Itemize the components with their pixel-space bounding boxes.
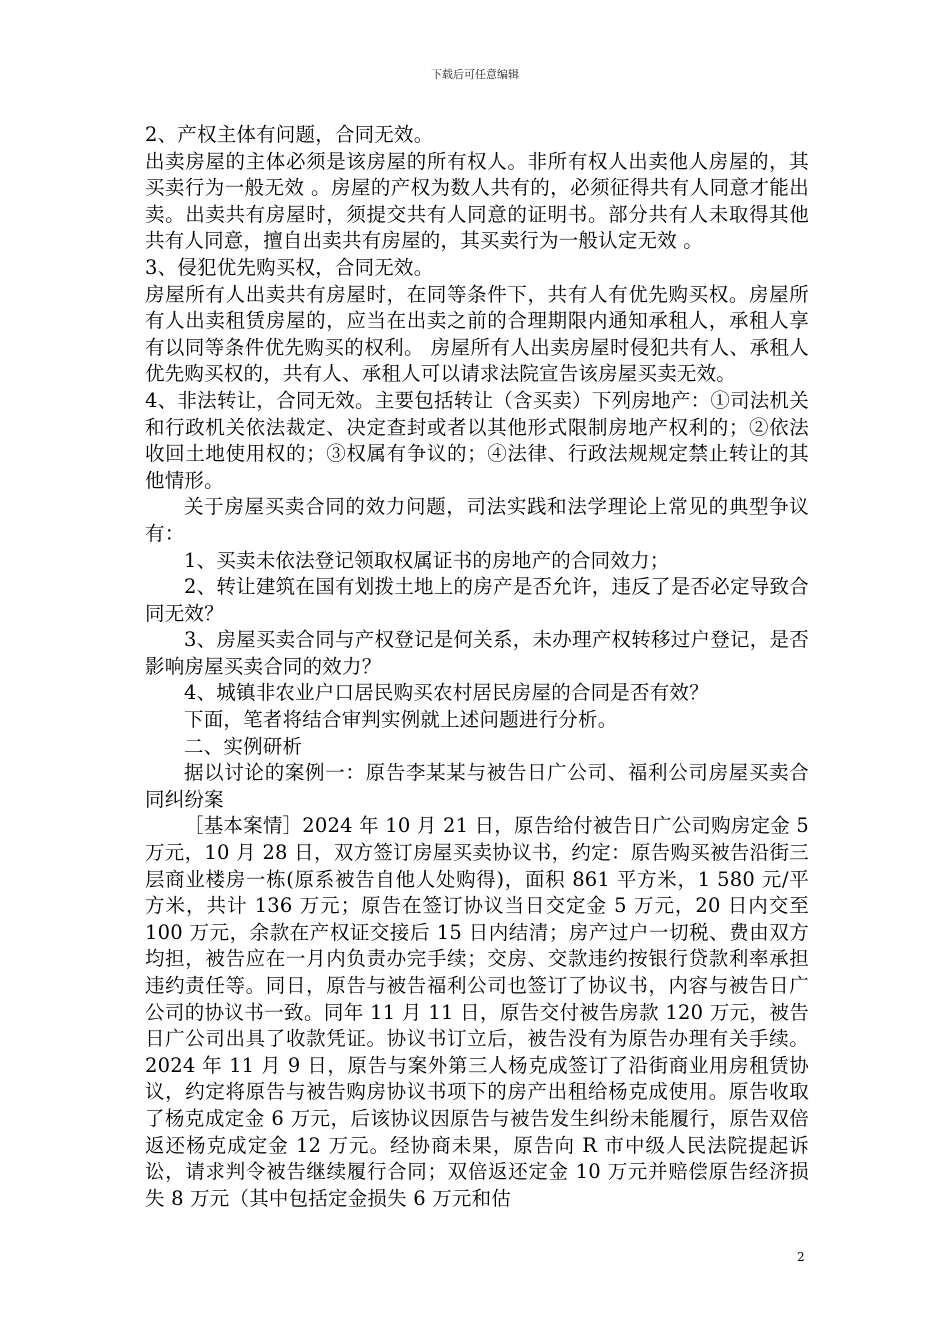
paragraph: 4、城镇非农业户口居民购买农村居民房屋的合同是否有效？ <box>184 681 709 705</box>
paragraph: 2、产权主体有问题，合同无效。 <box>145 123 434 146</box>
paragraph: 1、买卖未依法登记领取权属证书的房地产的合同效力； <box>184 548 670 572</box>
paragraph: 房屋所有人出卖共有房屋时，在同等条件下，共有人有优先购买权。房屋所有人出卖租赁房屋的，应当在出卖之前的合理期限内通知承租人，承租人享有以同等条件优先购买的权利。 房屋所有人出卖房屋时侵犯共有人、承租人优先购买权的，共有人、承租人可以请求法院宣告该房屋买卖无效。 <box>145 282 809 386</box>
paragraph: ［基本案情］2024 年 10 月 21 日，原告给付被告日广公司购房定金 5 万元，10 月 28 日，双方签订房屋买卖协议书，约定：原告购买被告沿街三层商业楼房一栋(原系被告自他人处购得)，面积 861 平方米，1 580 元/平方米，共计 136 万元；原告在签订协议当日交定金 5 万元，20 日内交至 100 万元，余款在产权证交接后 15 日内结清；房产过户一切税、费由双方均担，被告应在一月内负责办完手续；交房、交款违约按银行贷款利率承担违约责任等。同日，原告与被告福利公司也签订了协议书，内容与被告日广公司的协议书一致。同年 11 月 11 日，原告交付被告房款 120 万元，被告日广公司出具了收款凭证。协议书订立后，被告没有为原告办理有关手续。2024 年 11 月 9 日，原告与案外第三人杨克成签订了沿街商业用房租赁协议，约定将原告与被告购房协议书项下的房产出租给杨克成使用。原告收取了杨克成定金 6 万元，后该协议因原告与被告发生纠纷未能履行，原告双倍返还杨克成定金 12 万元。经协商未果，原告向 R 市中级人民法院提起诉讼，请求判令被告继续履行合同；双倍返还定金 10 万元并赔偿原告经济损失 8 万元（其中包括定金损失 6 万元和估 <box>145 814 809 1210</box>
paragraph: 出卖房屋的主体必须是该房屋的所有权人。非所有权人出卖他人房屋的，其买卖行为一般无效 。房屋的产权为数人共有的，必须征得共有人同意才能出卖。出卖共有房屋时，须提交共有人同意的证明书。部分共有人未取得其他共有人同意，擅自出卖共有房屋的，其买卖行为一般认定无效 。 <box>145 149 809 253</box>
page-header: 下载后可任意编辑 <box>431 68 519 81</box>
paragraph: 3、房屋买卖合同与产权登记是何关系，未办理产权转移过户登记，是否影响房屋买卖合同的效力？ <box>145 628 809 678</box>
paragraph: 据以讨论的案例一：原告李某某与被告日广公司、福利公司房屋买卖合同纠纷案 <box>145 761 809 811</box>
section-heading: 二、实例研析 <box>184 734 303 758</box>
paragraph: 3、侵犯优先购买权，合同无效。 <box>145 255 434 279</box>
paragraph: 2、转让建筑在国有划拨土地上的房产是否允许，违反了是否必定导致合同无效？ <box>145 575 809 625</box>
page-number: 2 <box>797 1250 805 1264</box>
paragraph: 下面，笔者将结合审判实例就上述问题进行分析。 <box>184 708 618 732</box>
paragraph: 4、非法转让，合同无效。主要包括转让（含买卖）下列房地产：①司法机关和行政机关依法裁定、决定查封或者以其他形式限制房地产权利的；②依法收回土地使用权的；③权属有争议的；④法律、行政法规规定禁止转让的其他情形。 <box>145 388 809 492</box>
document-body <box>145 122 809 1212</box>
paragraph: 关于房屋买卖合同的效力问题，司法实践和法学理论上常见的典型争议有： <box>145 495 809 545</box>
